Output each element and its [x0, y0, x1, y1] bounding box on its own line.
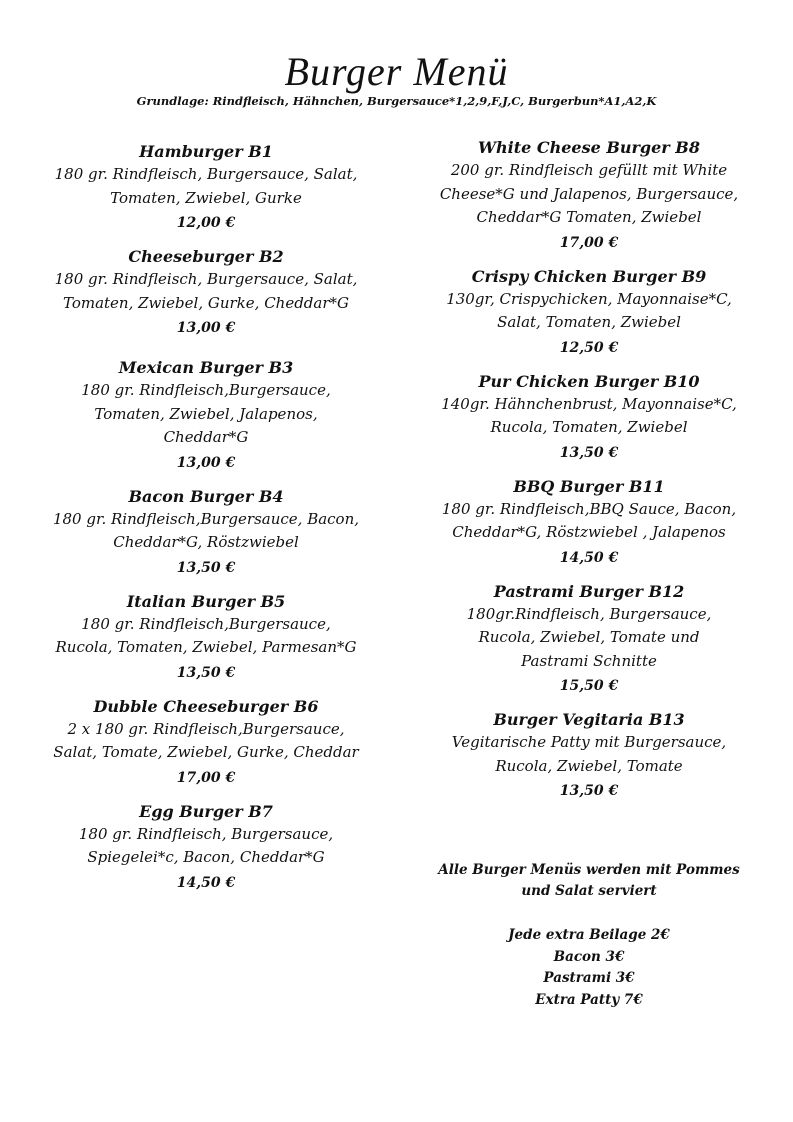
item-description: Vegitarische Patty mit Burgersauce, Rucola, Zwiebel, Tomate: [451, 733, 727, 775]
item-description: 180 gr. Rindfleisch, Burgersauce, Salat, Tomaten, Zwiebel, Gurke: [54, 165, 358, 207]
item-name: Egg Burger B7: [139, 801, 273, 821]
item-price: 13,00 €: [176, 320, 236, 336]
item-description: 180gr.Rindfleisch, Burgersauce, Rucola, Zwiebel, Tomate und Pastrami Schnitte: [466, 604, 712, 670]
left-menu-column: [28, 140, 384, 905]
extra-pastrami-price: Pastrami 3€: [543, 970, 635, 986]
menu-item-b8: [418, 136, 760, 255]
menu-item-b4: [28, 485, 384, 580]
menu-item-b11: [418, 475, 760, 570]
menu-subtitle: Grundlage: Rindfleisch, Hähnchen, Burgersauce*1,2,9,F,J,C, Burgerbun*A1,A2,K: [136, 94, 657, 108]
item-price: 13,50 €: [176, 664, 236, 681]
right-menu-column: [418, 136, 760, 813]
menu-item-b7: [28, 800, 384, 895]
item-price: 15,50 €: [559, 678, 619, 694]
item-name: Italian Burger B5: [126, 591, 286, 611]
menu-item-b3: [28, 356, 384, 475]
menu-item-b1: [28, 140, 384, 235]
extra-patty-price: Extra Patty 7€: [535, 991, 643, 1008]
menu-item-b2: [28, 245, 384, 340]
item-name: BBQ Burger B11: [513, 476, 665, 496]
item-name: Bacon Burger B4: [128, 486, 284, 506]
item-price: 13,50 €: [559, 783, 619, 799]
extra-side-price: Jede extra Beilage 2€: [508, 927, 670, 943]
item-price: 13,50 €: [559, 444, 619, 461]
item-name: White Cheese Burger B8: [478, 138, 700, 157]
item-name: Cheeseburger B2: [128, 247, 284, 266]
menu-item-b13: [418, 708, 760, 803]
item-price: 12,50 €: [559, 339, 619, 356]
extra-bacon-price: Bacon 3€: [553, 948, 625, 965]
item-description: 180 gr. Rindfleisch,Burgersauce, Tomaten, Zwiebel, Jalapenos, Cheddar*G: [81, 381, 331, 446]
item-name: Burger Vegitaria B13: [493, 710, 685, 729]
menu-item-b10: [418, 370, 760, 465]
item-description: 180 gr. Rindfleisch,Burgersauce, Bacon, Cheddar*G, Röstzwiebel: [52, 509, 360, 551]
menu-note: Alle Burger Menüs werden mit Pommes und Salat serviert: [438, 862, 740, 899]
item-description: 140gr. Hähnchenbrust, Mayonnaise*C, Rucola, Tomaten, Zwiebel: [441, 394, 737, 436]
menu-item-b9: [418, 265, 760, 360]
menu-item-b5: [28, 590, 384, 685]
item-name: Mexican Burger B3: [118, 358, 294, 377]
item-description: 180 gr. Rindfleisch, Burgersauce, Spiegelei*c, Bacon, Cheddar*G: [78, 824, 334, 866]
item-price: 14,50 €: [559, 549, 619, 566]
item-name: Hamburger B1: [139, 142, 273, 161]
item-name: Pur Chicken Burger B10: [478, 371, 700, 391]
extras-list: [418, 925, 760, 1011]
menu-item-b12: [418, 580, 760, 699]
item-price: 14,50 €: [176, 874, 236, 891]
item-name: Pastrami Burger B12: [493, 581, 685, 601]
item-price: 12,00 €: [176, 215, 236, 231]
item-description: 180 gr. Rindfleisch, Burgersauce, Salat, Tomaten, Zwiebel, Gurke, Cheddar*G: [54, 270, 358, 312]
item-price: 13,00 €: [176, 454, 236, 471]
menu-title: Burger Menü: [284, 49, 509, 94]
item-price: 13,50 €: [176, 559, 236, 576]
item-description: 180 gr. Rindfleisch,Burgersauce, Rucola, Tomaten, Zwiebel, Parmesan*G: [55, 614, 357, 656]
item-description: 180 gr. Rindfleisch,BBQ Sauce, Bacon, Cheddar*G, Röstzwiebel , Jalapenos: [441, 499, 737, 541]
item-name: Crispy Chicken Burger B9: [471, 266, 707, 286]
item-description: 130gr, Crispychicken, Mayonnaise*C, Salat, Tomaten, Zwiebel: [446, 289, 732, 331]
item-name: Dubble Cheeseburger B6: [93, 696, 319, 716]
item-price: 17,00 €: [176, 769, 236, 786]
item-price: 17,00 €: [559, 234, 619, 251]
menu-item-b6: [28, 695, 384, 790]
item-description: 200 gr. Rindfleisch gefüllt mit White Cheese*G und Jalapenos, Burgersauce, Cheddar*G Tomaten, Zwiebel: [439, 161, 739, 226]
item-description: 2 x 180 gr. Rindfleisch,Burgersauce, Salat, Tomate, Zwiebel, Gurke, Cheddar: [53, 719, 359, 761]
